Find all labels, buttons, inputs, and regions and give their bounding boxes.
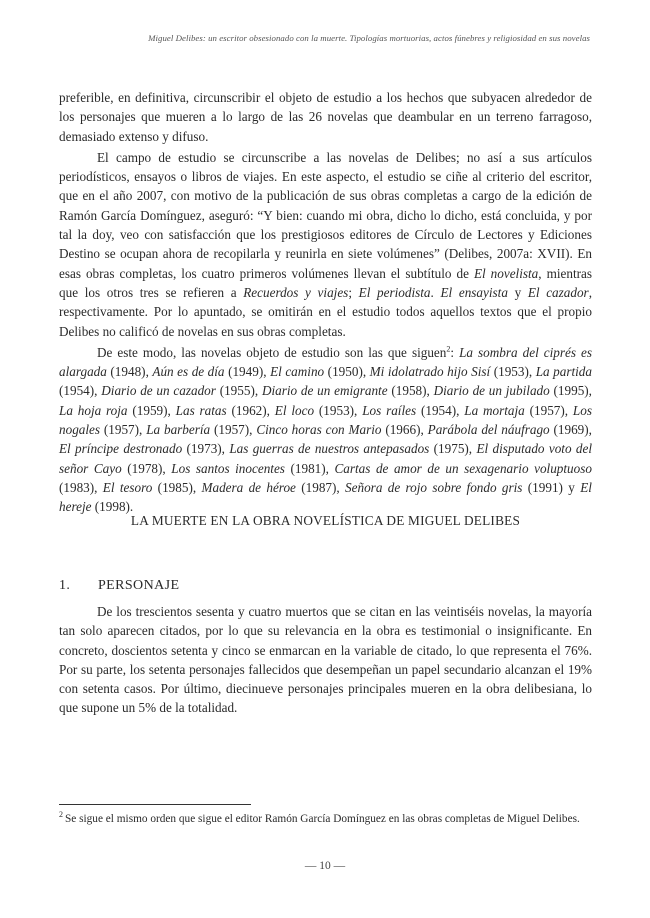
novel-title: La sombra del ciprés es alargada — [59, 344, 593, 380]
novel-title: Madera de héroe — [201, 479, 296, 495]
novel-year: (1978), — [121, 460, 172, 476]
text-run: : — [450, 344, 460, 360]
novel-year: (1959), — [127, 402, 176, 418]
text-run: El campo de estudio se circunscribe a las novelas de Delibes; no así a sus artículos periodísticos, ensayos o libros de viajes. En este aspecto, el estudio se ciñe al criterio del escritor, que en el año 2007, con motivo de la publicación de sus obras completas a cargo de la edición de Ramón García Domínguez, aseguró: “Y bien: cuando mi obra, dicho lo dicho, está concluida, y por tal la doy, veo con satisfacción que los prestigiosos editores de Círculo de Lectores y Ediciones Destino se ocupan ahora de recopilarla y reunirla en siete volúmenes” (Delibes, 2007a: XVII). En esas obras completas, los cuatro primeros volúmenes llevan el subtítulo de — [59, 149, 592, 281]
novel-title: Los raíles — [362, 402, 417, 418]
text-run: , mientras que los otros tres se refieren a — [59, 265, 592, 300]
novel-year: (1953), — [490, 364, 536, 380]
running-head: Miguel Delibes: un escritor obsesionado con la muerte. Tipologías mortuorias, actos fúnebres y religiosidad en sus novelas — [148, 33, 590, 43]
novel-year: (1983), — [59, 479, 103, 495]
novel-year: (1969), — [549, 422, 592, 438]
text-run: . — [430, 284, 441, 300]
novel-title: Los santos inocentes — [171, 460, 285, 476]
novel-year: (1962), — [226, 402, 275, 418]
section-number: 1. — [59, 578, 71, 593]
novel-year: (1954), — [416, 402, 465, 418]
novel-year: (1953), — [314, 402, 363, 418]
novel-title: El loco — [274, 402, 315, 418]
paragraph-3 — [59, 343, 592, 517]
text-run: De este modo, las novelas objeto de estudio son las que siguen — [97, 344, 447, 360]
footnote-text: Se sigue el mismo orden que sigue el editor Ramón García Domínguez en las obras completas de Miguel Delibes. — [65, 813, 580, 825]
novel-title: La barbería — [146, 422, 211, 438]
novel-year: (1949), — [224, 364, 271, 380]
novel-year: (1955), — [215, 383, 262, 399]
novel-title: Las ratas — [175, 402, 227, 418]
novel-title: Los nogales — [59, 402, 592, 438]
novel-year: (1975), — [429, 441, 477, 457]
italic-title: El ensayista — [440, 284, 508, 300]
paragraph-1: preferible, en definitiva, circunscribir el objeto de estudio a los hechos que subyacen alrededor de los personajes que mueren a lo largo de las 26 novelas que deambular en un terreno farragoso, demasiado extenso y difuso. — [59, 90, 592, 144]
paragraph-2 — [59, 148, 592, 341]
novel-title: Diario de un emigrante — [261, 383, 388, 399]
novel-title: Aún es de día — [152, 364, 225, 380]
novel-title: El tesoro — [102, 479, 153, 495]
chapter-title: LA MUERTE EN LA OBRA NOVELÍSTICA DE MIGUEL DELIBES — [130, 513, 521, 528]
body-text — [59, 88, 592, 517]
novel-title: Diario de un jubilado — [433, 383, 550, 399]
text-run: ; — [348, 284, 359, 300]
novel-year: (1998). — [91, 499, 134, 515]
novel-title: El camino — [270, 364, 325, 380]
page-number: — 10 — — [304, 860, 346, 872]
novel-title: La mortaja — [464, 402, 525, 418]
novel-year: (1995), — [549, 383, 592, 399]
novel-title: El disputado voto del señor Cayo — [59, 441, 592, 476]
novel-year: (1958), — [387, 383, 434, 399]
footnote-mark: 2 — [59, 810, 63, 820]
novel-year: (1954), — [59, 383, 102, 399]
footnote-divider — [59, 804, 251, 805]
italic-title: Recuerdos y viajes — [243, 284, 349, 300]
novel-title: Señora de rojo sobre fondo gris — [345, 479, 523, 495]
novel-title: El príncipe destronado — [59, 441, 183, 457]
novel-year: (1985), — [152, 479, 202, 495]
novel-year: (1948), — [106, 364, 153, 380]
italic-title: El novelista — [473, 265, 539, 281]
text-run: , respectivamente. Por lo apuntado, se omitirán en el estudio todos aquellos textos que el propio Delibes no calificó de novelas en sus obras completas. — [59, 284, 592, 339]
novel-year: (1991) y — [522, 479, 581, 495]
section-title: PERSONAJE — [98, 578, 180, 593]
footnote-reference[interactable]: 2 — [446, 344, 451, 354]
novel-year: (1966), — [381, 422, 428, 438]
section-text — [59, 602, 592, 718]
novel-year: (1973), — [182, 441, 230, 457]
novel-year: (1981), — [284, 460, 335, 476]
novel-title: Mi idolatrado hijo Sisí — [369, 364, 491, 380]
novel-title: La hoja roja — [59, 402, 128, 418]
novel-title: Parábola del náufrago — [427, 422, 550, 438]
novel-title: Cinco horas con Mario — [256, 422, 382, 438]
novel-year: (1957), — [210, 422, 257, 438]
section-heading — [59, 578, 179, 594]
footnote — [59, 811, 592, 828]
novel-year: (1957), — [524, 402, 573, 418]
novel-year: (1987), — [295, 479, 346, 495]
text-run: y — [507, 284, 528, 300]
novel-title: La partida — [535, 364, 592, 380]
novel-title: Las guerras de nuestros antepasados — [229, 441, 430, 457]
italic-title: El periodista — [358, 284, 431, 300]
novel-title: Diario de un cazador — [101, 383, 216, 399]
novel-title: Cartas de amor de un sexagenario voluptuoso — [334, 460, 592, 476]
novel-year: (1957), — [100, 422, 147, 438]
novel-year: (1950), — [324, 364, 370, 380]
section-paragraph: De los trescientos sesenta y cuatro muertos que se citan en las veintiséis novelas, la mayoría tan solo aparecen citados, por lo que su relevancia en la obra es testimonial o insignificante. En concreto, doscientos setenta y cinco se enmarcan en la variable de citado, lo que representa el 76%. Por su parte, los setenta personajes fallecidos que desempeñan un papel secundario alcanzan el 19% con setenta casos. Por último, diecinueve personajes principales mueren en la obra delibesiana, lo que supone un 5% de la totalidad. — [59, 604, 592, 716]
novel-title: El hereje — [59, 479, 592, 515]
italic-title: El cazador — [527, 284, 589, 300]
